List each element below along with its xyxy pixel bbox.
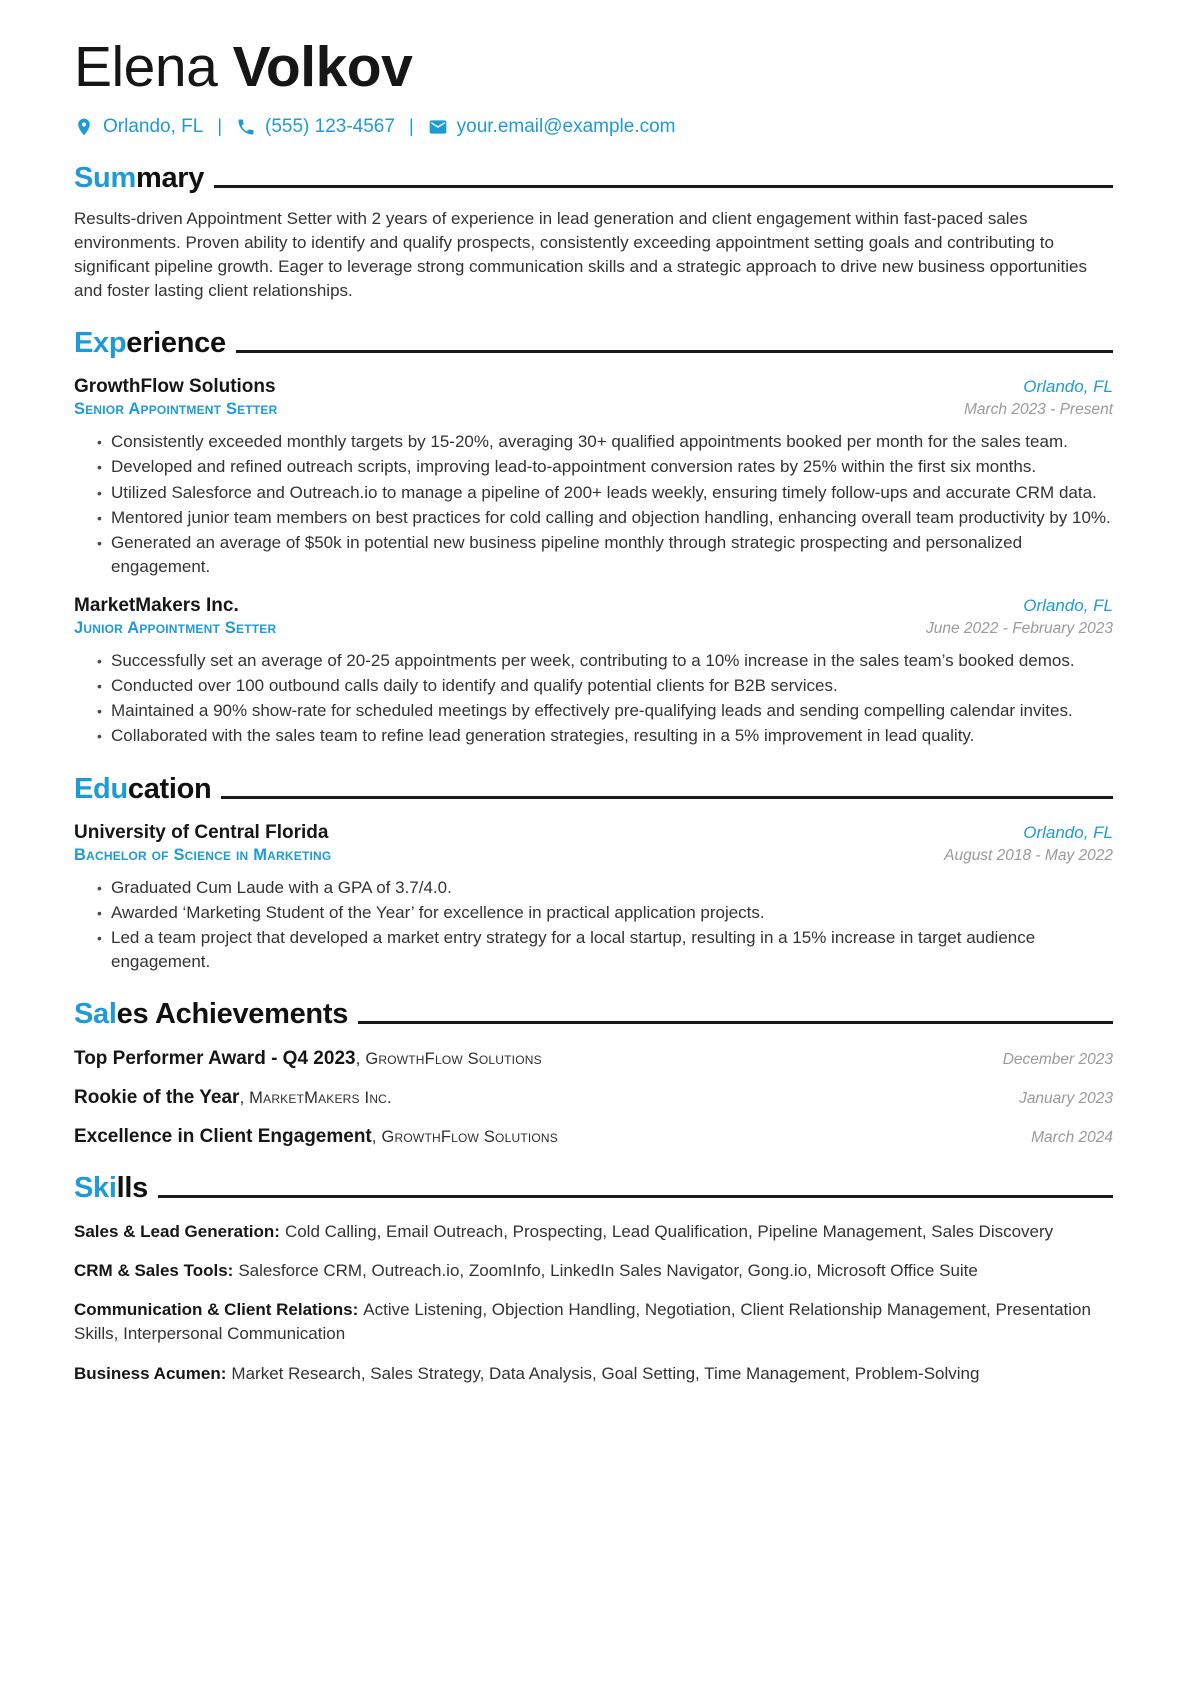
contact-separator: | xyxy=(408,116,414,137)
heading-rule xyxy=(358,1021,1113,1024)
skill-values: Market Research, Sales Strategy, Data Analysis, Goal Setting, Time Management, Problem-Solving xyxy=(231,1363,980,1383)
heading-rule xyxy=(236,350,1113,353)
job-subheader-row xyxy=(74,400,1113,419)
education-subheader-row xyxy=(74,846,1113,865)
job-bullet-list xyxy=(74,430,1113,579)
heading-accent: Sal xyxy=(74,998,117,1031)
job-bullet: • Consistently exceeded monthly targets by 15-20%, averaging 30+ qualified appointments booked per month for the sales team. xyxy=(97,430,1113,454)
job-bullet: • Generated an average of $50k in potential new business pipeline monthly through strategic prospecting and personalized engagement. xyxy=(97,531,1113,579)
education-bullet: • Awarded ‘Marketing Student of the Year’ for excellence in practical application projects. xyxy=(97,901,1113,925)
achievement-row xyxy=(74,1087,1113,1109)
company-name: GrowthFlow Solutions xyxy=(74,376,276,398)
education-entry xyxy=(74,822,1113,975)
heading-rule xyxy=(158,1195,1113,1198)
candidate-name xyxy=(74,36,1113,100)
location-text: Orlando, FL xyxy=(103,115,204,137)
experience-heading xyxy=(74,327,1113,360)
achievement-date: January 2023 xyxy=(1019,1090,1113,1108)
contact-phone xyxy=(236,116,395,138)
heading-accent: Sum xyxy=(74,161,136,194)
achievement-date: December 2023 xyxy=(1002,1051,1113,1069)
email-text: your.email@example.com xyxy=(456,115,676,137)
achievement-row xyxy=(74,1126,1113,1148)
heading-accent: Exp xyxy=(74,327,127,360)
achievements-heading xyxy=(74,998,1113,1031)
achievement-title: Rookie of the Year xyxy=(74,1087,240,1109)
location-pin-icon xyxy=(74,117,94,137)
achievement-label xyxy=(74,1048,542,1070)
achievement-title: Excellence in Client Engagement xyxy=(74,1126,372,1148)
job-bullet: • Successfully set an average of 20-25 appointments per week, contributing to a 10% increase in the sales team’s booked demos. xyxy=(97,649,1113,673)
achievement-row xyxy=(74,1048,1113,1070)
heading-rule xyxy=(214,185,1113,188)
skill-category-label: CRM & Sales Tools: xyxy=(74,1261,234,1281)
heading-rest: es Achievements xyxy=(116,998,349,1031)
job-header-row xyxy=(74,376,1113,398)
education-header-row xyxy=(74,822,1113,844)
skills-heading xyxy=(74,1172,1113,1205)
job-entry xyxy=(74,376,1113,579)
education-bullet: • Graduated Cum Laude with a GPA of 3.7/4.0. xyxy=(97,876,1113,900)
job-bullet-list xyxy=(74,649,1113,749)
section-experience xyxy=(74,327,1113,748)
skill-line xyxy=(74,1259,1113,1283)
achievement-org: MarketMakers Inc. xyxy=(249,1089,392,1108)
company-name: MarketMakers Inc. xyxy=(74,595,239,617)
achievement-org: GrowthFlow Solutions xyxy=(381,1128,559,1147)
job-location: Orlando, FL xyxy=(1023,596,1113,616)
job-dates: March 2023 - Present xyxy=(963,401,1113,419)
resume-header xyxy=(74,36,1113,138)
skill-category-label: Sales & Lead Generation: xyxy=(74,1222,280,1242)
heading-rule xyxy=(221,796,1113,799)
achievement-comma: , xyxy=(371,1127,377,1147)
job-bullet: • Collaborated with the sales team to refine lead generation strategies, resulting in a 5% improvement in lead quality. xyxy=(97,724,1113,748)
phone-icon xyxy=(236,117,256,137)
contact-location xyxy=(74,116,203,138)
last-name: Volkov xyxy=(232,35,413,99)
job-bullet: • Developed and refined outreach scripts, improving lead-to-appointment conversion rates by 25% within the first six months. xyxy=(97,455,1113,479)
heading-accent: Ski xyxy=(74,1172,117,1205)
job-entry xyxy=(74,595,1113,749)
degree-name: Bachelor of Science in Marketing xyxy=(74,845,332,864)
job-location: Orlando, FL xyxy=(1023,377,1113,397)
skill-line xyxy=(74,1362,1113,1386)
heading-rest: lls xyxy=(116,1172,148,1205)
heading-accent: Edu xyxy=(74,772,128,805)
education-heading xyxy=(74,773,1113,806)
job-bullet: • Maintained a 90% show-rate for scheduled meetings by effectively pre-qualifying leads and sending compelling calendar invites. xyxy=(97,699,1113,723)
job-title: Senior Appointment Setter xyxy=(74,400,278,419)
job-bullet: • Mentored junior team members on best practices for cold calling and objection handling, enhancing overall team productivity by 10%. xyxy=(97,506,1113,530)
education-bullet: • Led a team project that developed a market entry strategy for a local startup, resulting in a 15% increase in target audience engagement. xyxy=(97,926,1113,974)
skill-values: Salesforce CRM, Outreach.io, ZoomInfo, LinkedIn Sales Navigator, Gong.io, Microsoft Office Suite xyxy=(238,1261,978,1281)
education-dates: August 2018 - May 2022 xyxy=(944,846,1113,864)
skill-category-label: Communication & Client Relations: xyxy=(74,1300,359,1320)
skill-line xyxy=(74,1220,1113,1244)
achievement-comma: , xyxy=(355,1049,361,1069)
skill-category-label: Business Acumen: xyxy=(74,1363,227,1383)
achievement-label xyxy=(74,1087,392,1109)
summary-text: Results-driven Appointment Setter with 2 years of experience in lead generation and client engagement within fast-paced sales environments. Proven ability to identify and qualify prospects, consistently exceeding appointment setting goals and contributing to significant pipeline growth. Eager to leverage strong communication skills and a strategic approach to drive new business opportunities and foster lasting client relationships. xyxy=(74,208,1088,301)
section-achievements xyxy=(74,998,1113,1148)
achievement-org: GrowthFlow Solutions xyxy=(365,1050,542,1069)
contact-row xyxy=(74,116,1113,138)
section-skills xyxy=(74,1172,1113,1386)
job-bullet: • Conducted over 100 outbound calls daily to identify and qualify potential clients for B2B services. xyxy=(97,674,1113,698)
achievement-title: Top Performer Award - Q4 2023 xyxy=(74,1048,356,1070)
skill-values: Cold Calling, Email Outreach, Prospecting, Lead Qualification, Pipeline Management, Sales Discovery xyxy=(284,1222,1054,1242)
job-dates: June 2022 - February 2023 xyxy=(926,620,1113,638)
phone-text: (555) 123-4567 xyxy=(265,115,395,137)
heading-rest: mary xyxy=(135,161,205,194)
job-header-row xyxy=(74,595,1113,617)
school-name: University of Central Florida xyxy=(74,821,329,843)
job-title: Junior Appointment Setter xyxy=(74,619,277,638)
skill-values: Active Listening, Objection Handling, Negotiation, Client Relationship Management, Presentation Skills, Interpersonal Communication xyxy=(74,1300,1091,1344)
heading-rest: cation xyxy=(127,772,212,805)
first-name: Elena xyxy=(74,35,218,99)
job-bullet: • Utilized Salesforce and Outreach.io to manage a pipeline of 200+ leads weekly, ensuring timely follow-ups and accurate CRM data. xyxy=(97,481,1113,505)
job-subheader-row xyxy=(74,619,1113,638)
section-education xyxy=(74,773,1113,975)
achievement-comma: , xyxy=(239,1088,245,1108)
heading-rest: erience xyxy=(126,327,226,360)
contact-separator: | xyxy=(217,116,223,137)
contact-email xyxy=(428,116,676,138)
education-bullet-list xyxy=(74,876,1113,975)
achievement-label xyxy=(74,1126,558,1148)
achievement-date: March 2024 xyxy=(1031,1129,1113,1147)
skill-line xyxy=(74,1298,1113,1346)
envelope-icon xyxy=(428,117,448,137)
section-summary xyxy=(74,162,1113,304)
school-location: Orlando, FL xyxy=(1023,822,1113,842)
summary-heading xyxy=(74,162,1113,195)
